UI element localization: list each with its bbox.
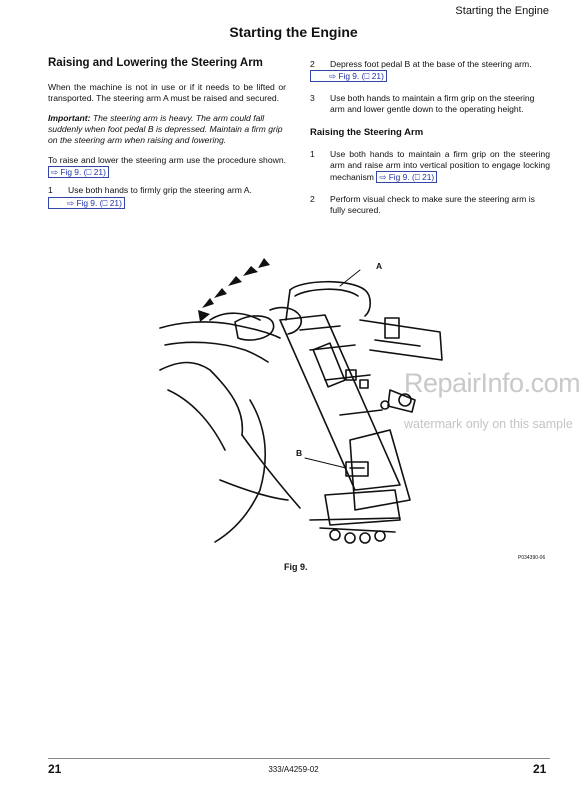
step-text: Use both hands to firmly grip the steering arm A. — [68, 185, 252, 195]
footer-divider — [48, 758, 550, 759]
fig9-link[interactable]: ⇨ Fig 9. (⎕ 21) — [48, 197, 125, 209]
watermark-site: RepairInfo.com — [404, 368, 581, 398]
rotation-arrow-icon — [198, 258, 270, 322]
fig9-link[interactable]: ⇨ Fig 9. (⎕ 21) — [376, 171, 437, 183]
subheading: Raising the Steering Arm — [310, 127, 424, 138]
fig9-link[interactable]: ⇨ Fig 9. (⎕ 21) — [310, 70, 387, 82]
step-2-ref — [310, 70, 550, 82]
step-number: 1 — [48, 185, 53, 195]
step-1 — [48, 185, 286, 196]
important-note — [48, 113, 286, 146]
label-b: B — [296, 448, 303, 458]
right-column — [310, 59, 550, 216]
figure-caption: Fig 9. — [284, 562, 308, 572]
page-title: Starting the Engine — [229, 24, 358, 40]
step-text: Depress foot pedal B at the base of the steering arm. — [330, 59, 532, 69]
step-text: Perform visual check to make sure the steering arm is fully secured. — [330, 194, 535, 215]
procedure-text: To raise and lower the steering arm use the procedure shown. — [48, 155, 286, 165]
important-text: The steering arm is heavy. The arm could fall suddenly when foot pedal B is depressed. Maintain a firm grip on the steering arm when raising and lowering. — [48, 113, 283, 145]
step-1-ref — [48, 197, 286, 209]
page-number-left: 21 — [48, 762, 62, 776]
section-heading: Raising and Lowering the Steering Arm — [48, 57, 263, 69]
step-number: 1 — [310, 149, 315, 159]
procedure-paragraph — [48, 155, 286, 178]
important-label: Important: — [48, 113, 91, 123]
step-3 — [310, 93, 550, 115]
running-header: Starting the Engine — [455, 5, 549, 17]
page-number-right: 21 — [533, 762, 547, 776]
label-a: A — [376, 261, 383, 271]
steering-arm-illustration — [150, 250, 450, 550]
left-column — [48, 58, 286, 209]
step-number: 2 — [310, 59, 315, 69]
fig9-link[interactable]: ⇨ Fig 9. (⎕ 21) — [48, 166, 109, 178]
document-code: 333/A4259-02 — [268, 765, 319, 774]
raise-step-2 — [310, 194, 550, 216]
step-2 — [310, 59, 550, 70]
watermark-note: watermark only on this sample — [404, 417, 573, 431]
figure-code: P034390-06 — [518, 555, 546, 561]
raise-step-1 — [310, 149, 550, 183]
step-number: 2 — [310, 194, 315, 204]
step-number: 3 — [310, 93, 315, 103]
step-text: Use both hands to maintain a firm grip on the steering arm and lower gentle down to the operating height. — [330, 93, 535, 114]
intro-paragraph: When the machine is not in use or if it needs to be lifted or transported. The steering arm A must be raised and secured. — [48, 82, 286, 103]
step-text: Use both hands to maintain a firm grip on the steering arm and raise arm into vertical position to engage locking mechanism — [330, 149, 550, 182]
